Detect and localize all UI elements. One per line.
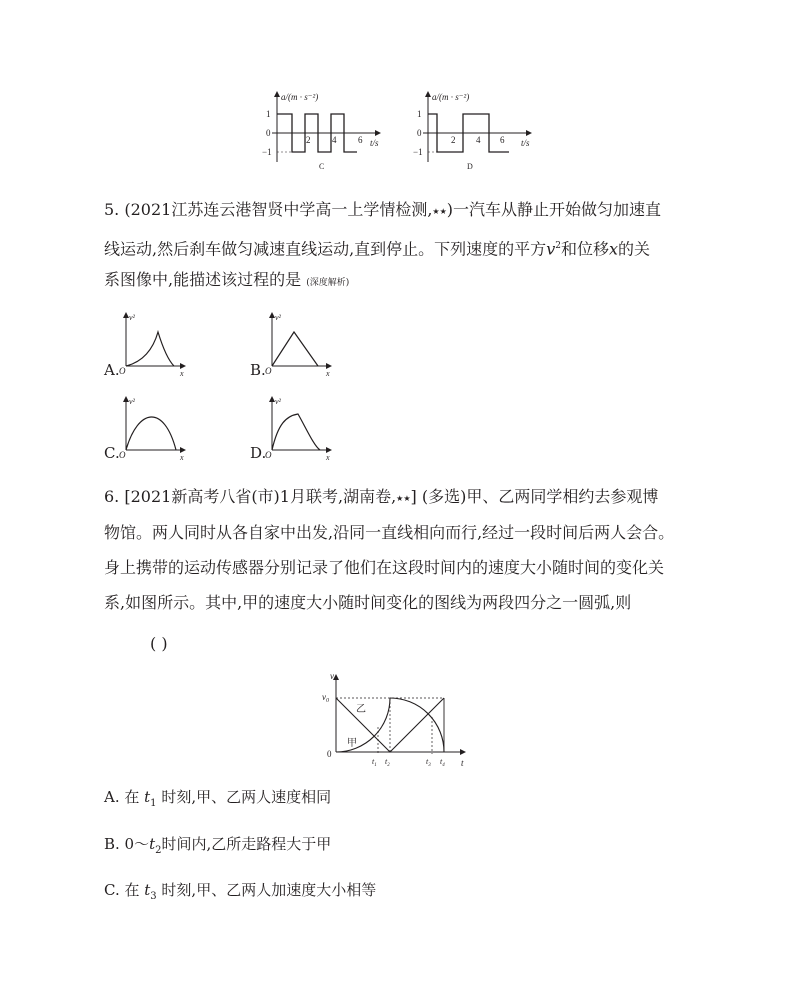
graph-d-x-label: t/s [521,138,530,148]
q6-source: 6. [2021新高考八省(市)1月联考,湖南卷, [104,487,397,506]
q6-t4-label: $t_4$ [440,757,445,768]
q5-d-origin: O [265,450,272,460]
q5-a-origin: O [119,366,126,376]
q5-a-y-label: v² [129,313,135,322]
q5-text-2c: 的关 [618,239,651,259]
q5-option-b-letter[interactable]: B. [250,361,266,379]
graph-d-caption: D [467,162,473,170]
q6-jia-label: 甲 [347,738,357,749]
graph-c-x-tick-2: 2 [306,135,311,145]
graph-d-x-tick-4: 4 [476,135,481,145]
q5-option-d-graph[interactable] [264,394,336,460]
q5-d-x-label: x [326,453,330,460]
q6-yi-label: 乙 [356,704,366,715]
q6-t1-label: $t_1$ [372,757,377,768]
graph-c-x-tick-6: 6 [358,135,363,145]
graph-c-tick-neg1: −1 [262,147,272,157]
q6-x-axis-label: t [461,758,464,768]
q5-option-a-graph[interactable] [118,310,190,376]
q5-option-d-letter[interactable]: D. [250,444,267,462]
graph-d-tick-neg1: −1 [413,147,423,157]
graph-d-tick-1: 1 [417,109,422,119]
q6-line-1 [104,487,658,509]
q5-b-x-label: x [326,369,330,376]
q6-line-4: 系,如图所示。其中,甲的速度大小随时间变化的图线为两段四分之一圆弧,则 [104,593,632,612]
q5-line-2 [104,236,650,259]
q6-difficulty-stars: ★★ [396,494,411,503]
q6-v0-label: $v_0$ [322,692,329,704]
q5-line-1 [104,200,661,222]
q6-text-1: ] (多选)甲、乙两同学相约去参观博 [410,487,659,506]
q5-d-y-label: v² [275,397,281,406]
difficulty-stars: ★★ [432,207,447,216]
q5-text-1: )一汽车从静止开始做匀加速直 [446,200,661,219]
q6-option-a[interactable]: A. 在 $t_1$ 时刻,甲、乙两人速度相同 [104,788,332,809]
q6-t2-label: $t_2$ [385,757,390,768]
x-symbol: x [608,239,619,259]
q5-source: 5. (2021江苏连云港智贤中学高一上学情检测, [104,200,433,219]
q6-line-2: 物馆。两人同时从各自家中出发,沿同一直线相向而行,经过一段时间后两人会合。 [104,523,675,542]
q5-option-b-graph[interactable] [264,310,336,376]
q6-y-axis-label: v [330,672,334,681]
q5-b-origin: O [265,366,272,376]
graph-c-tick-1: 1 [266,109,271,119]
q5-option-c-graph[interactable] [118,394,190,460]
q5-line-3 [104,270,349,293]
q5-c-origin: O [119,450,126,460]
graph-c-x-tick-4: 4 [332,135,337,145]
graph-d-y-label: a/(m · s⁻²) [432,92,470,102]
q6-origin: 0 [327,749,332,759]
graph-c-caption: C [319,162,325,170]
q5-option-c-letter[interactable]: C. [104,444,120,462]
graph-c-tick-0: 0 [266,128,271,138]
q6-velocity-graph [314,672,474,770]
q6-line-3: 身上携带的运动传感器分别记录了他们在这段时间内的速度大小随时间的变化关 [104,558,665,577]
q6-option-c[interactable]: C. 在 $t_3$ 时刻,甲、乙两人加速度大小相等 [104,881,377,902]
q5-option-a-letter[interactable]: A. [104,361,120,379]
graph-c [262,88,392,170]
graph-d-x-tick-6: 6 [500,135,505,145]
q5-text-2b: 和位移 [560,239,609,259]
v-square: 2 [555,241,561,251]
graph-c-x-label: t/s [370,138,379,148]
graph-d-tick-0: 0 [417,128,422,138]
graph-d-x-tick-2: 2 [451,135,456,145]
q5-c-y-label: v² [129,397,135,406]
v-symbol: v [546,239,556,259]
q5-a-x-label: x [180,369,184,376]
q5-b-y-label: v² [275,313,281,322]
q5-c-x-label: x [180,453,184,460]
q6-answer-blank[interactable]: ( ) [150,634,168,653]
q5-text-3: 系图像中,能描述该过程的是 [104,270,302,289]
q6-t3-label: $t_3$ [426,757,431,768]
q6-option-b[interactable]: B. $0\sim t_2$时间内,乙所走路程大于甲 [104,835,332,856]
q5-text-2a: 线运动,然后刹车做匀减速直线运动,直到停止。下列速度的平方 [104,239,547,259]
graph-d [413,88,543,170]
analysis-tag: (深度解析) [306,278,350,288]
graph-c-y-label: a/(m · s⁻²) [281,92,319,102]
